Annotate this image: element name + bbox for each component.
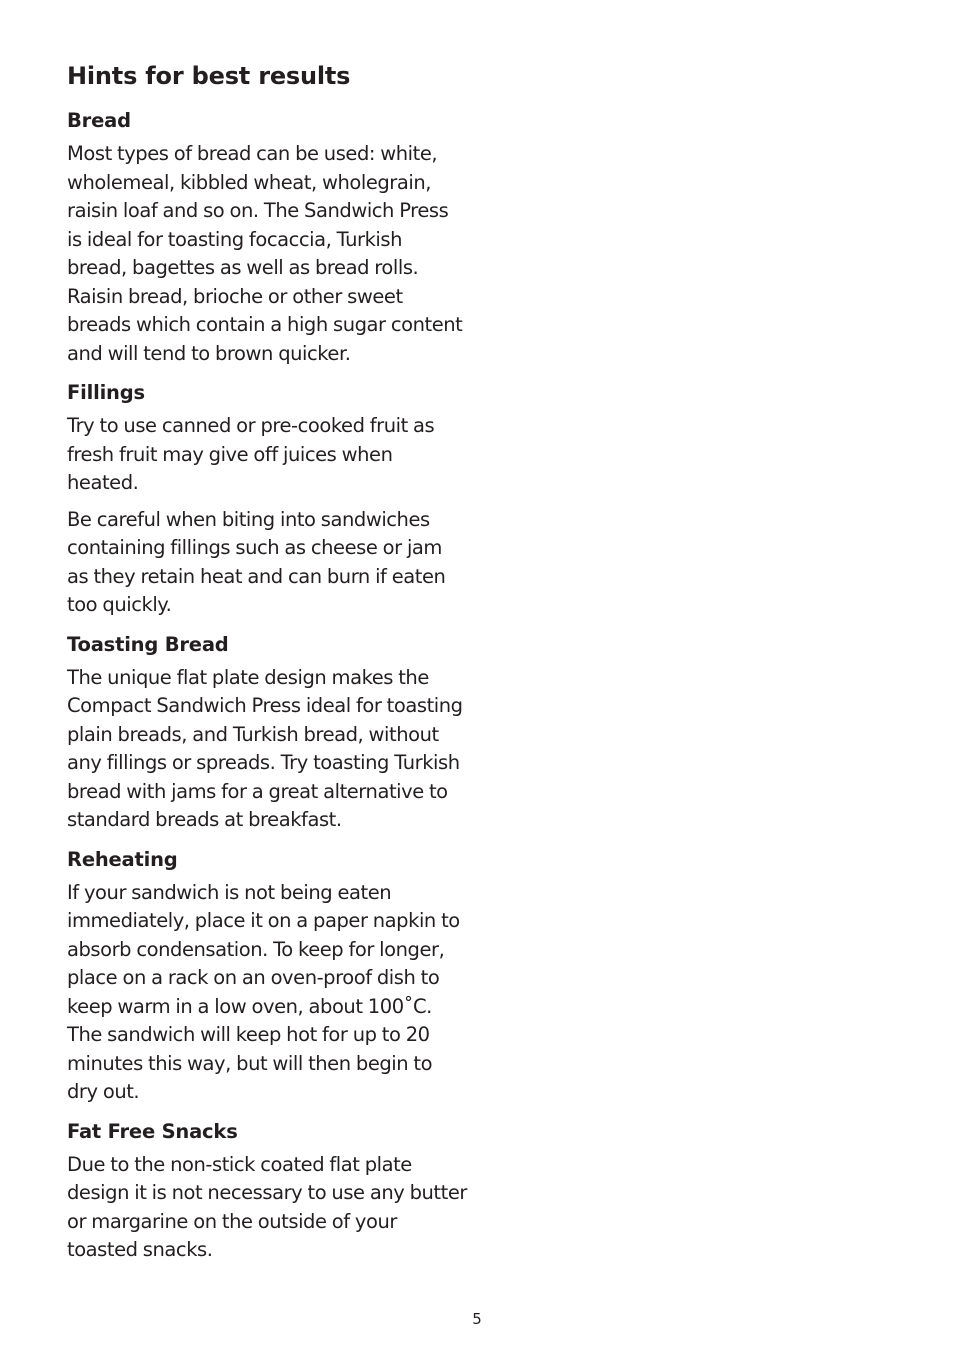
page-number: 5 bbox=[472, 1310, 482, 1328]
reheating-paragraph: If your sandwich is not being eaten immediately, place it on a paper napkin to absorb condensation. To keep for longer, place on a rack on an oven-proof dish to keep warm in a low oven, about 100˚C. The sandwich will keep hot for up to 20 minutes this way, but will then begin to dry out. bbox=[67, 880, 460, 1103]
toasting-bread-paragraph: The unique flat plate design makes the Compact Sandwich Press ideal for toasting plain breads, and Turkish bread, without any fillings or spreads. Try toasting Turkish bread with jams for a great alternative to standard breads at breakfast. bbox=[67, 665, 463, 831]
section-bread bbox=[67, 108, 467, 368]
fillings-paragraph-2: Be careful when biting into sandwiches containing fillings such as cheese or jam as they retain heat and can burn if eaten too quickly. bbox=[67, 507, 446, 616]
section-heading-fat-free-snacks: Fat Free Snacks bbox=[67, 1119, 238, 1143]
section-reheating bbox=[67, 847, 467, 1107]
section-fillings bbox=[67, 380, 467, 620]
fat-free-snacks-paragraph: Due to the non-stick coated flat plate design it is not necessary to use any butter or margarine on the outside of your toasted snacks. bbox=[67, 1152, 467, 1261]
document-page bbox=[67, 58, 467, 1273]
page-title: Hints for best results bbox=[67, 62, 351, 90]
section-toasting-bread bbox=[67, 632, 467, 835]
section-heading-fillings: Fillings bbox=[67, 381, 145, 404]
section-heading-bread: Bread bbox=[67, 109, 131, 132]
fillings-paragraph-1: Try to use canned or pre-cooked fruit as fresh fruit may give off juices when heated. bbox=[67, 414, 435, 494]
section-heading-reheating: Reheating bbox=[67, 847, 178, 871]
section-heading-toasting-bread: Toasting Bread bbox=[67, 632, 229, 656]
bread-paragraph: Most types of bread can be used: white, wholemeal, kibbled wheat, wholegrain, raisin loaf and so on. The Sandwich Press is ideal for toasting focaccia, Turkish bread, bagettes as well as bread rolls. Raisin bread, brioche or other sweet breads which contain a high sugar content and will tend to brown quicker. bbox=[67, 142, 463, 365]
section-fat-free-snacks bbox=[67, 1119, 467, 1265]
